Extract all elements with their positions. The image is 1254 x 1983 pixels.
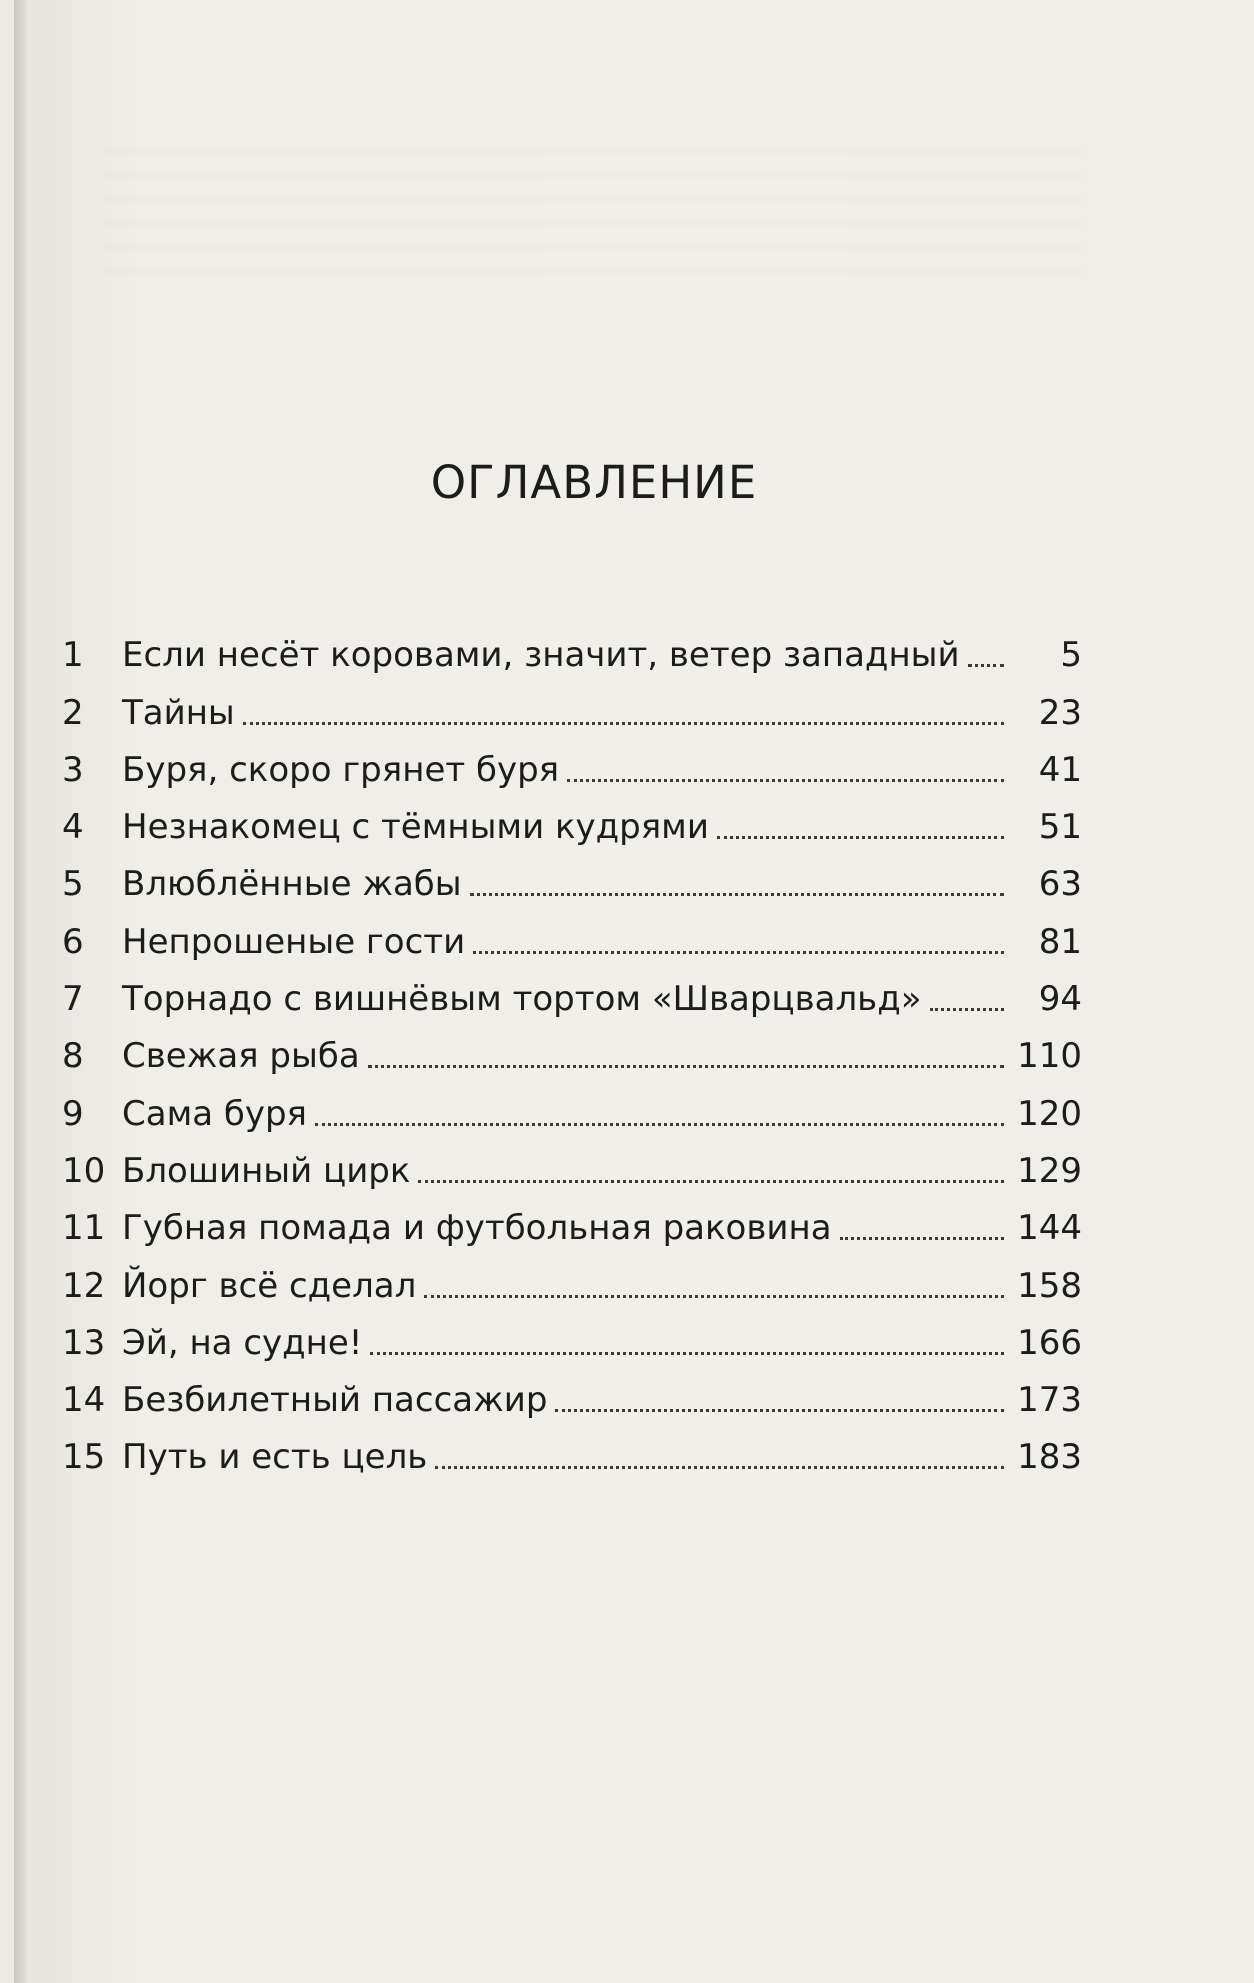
toc-entry xyxy=(62,1420,1082,1477)
chapter-title: Сама буря xyxy=(122,1093,307,1134)
dot-leader xyxy=(418,1179,1004,1183)
chapter-number: 2 xyxy=(62,692,84,733)
toc-entry xyxy=(62,847,1082,904)
toc-entry xyxy=(62,1134,1082,1191)
toc-entry xyxy=(62,1306,1082,1363)
chapter-title: Эй, на судне! xyxy=(122,1322,363,1363)
chapter-number: 12 xyxy=(62,1265,106,1306)
dot-leader xyxy=(930,1007,1004,1011)
dot-leader xyxy=(435,1465,1004,1469)
page-number: 94 xyxy=(1038,979,1082,1020)
chapter-title: Безбилетный пассажир xyxy=(122,1380,548,1421)
chapter-number: 6 xyxy=(62,921,84,962)
toc-entry xyxy=(62,1248,1082,1305)
chapter-title: Буря, скоро грянет буря xyxy=(122,749,560,790)
chapter-title: Тайны xyxy=(122,692,235,733)
chapter-title: Путь и есть цель xyxy=(122,1437,428,1478)
page-number: 166 xyxy=(1017,1322,1082,1363)
dot-leader xyxy=(315,1122,1004,1126)
chapter-number: 3 xyxy=(62,749,84,790)
dot-leader xyxy=(473,950,1004,954)
show-through-text xyxy=(104,150,1084,280)
chapter-number: 10 xyxy=(62,1150,106,1191)
chapter-number: 7 xyxy=(62,979,84,1020)
chapter-number: 4 xyxy=(62,807,84,848)
toc-entry xyxy=(62,675,1082,732)
page-number: 81 xyxy=(1038,921,1082,962)
chapter-title: Влюблённые жабы xyxy=(122,864,462,905)
chapter-title: Непрошеные гости xyxy=(122,921,466,962)
page-number: 183 xyxy=(1017,1437,1082,1478)
chapter-number: 15 xyxy=(62,1437,106,1478)
table-of-contents xyxy=(62,618,1082,1477)
toc-entry xyxy=(62,962,1082,1019)
chapter-title: Блошиный цирк xyxy=(122,1150,411,1191)
page-number: 173 xyxy=(1017,1380,1082,1421)
chapter-number: 8 xyxy=(62,1036,84,1077)
chapter-title: Незнакомец с тёмными кудрями xyxy=(122,807,709,848)
dot-leader xyxy=(840,1236,1004,1240)
toc-entry xyxy=(62,733,1082,790)
chapter-title: Если несёт коровами, значит, ветер западный xyxy=(122,635,960,676)
toc-entry xyxy=(62,1019,1082,1076)
page-number: 23 xyxy=(1038,692,1082,733)
page-number: 110 xyxy=(1017,1036,1082,1077)
toc-entry xyxy=(62,790,1082,847)
chapter-number: 9 xyxy=(62,1093,84,1134)
chapter-number: 14 xyxy=(62,1380,106,1421)
page-number: 129 xyxy=(1017,1150,1082,1191)
dot-leader xyxy=(470,892,1004,896)
toc-entry xyxy=(62,904,1082,961)
dot-leader xyxy=(717,835,1004,839)
chapter-title: Губная помада и футбольная раковина xyxy=(122,1208,832,1249)
page-number: 5 xyxy=(1060,635,1082,676)
page-number: 144 xyxy=(1017,1208,1082,1249)
chapter-title: Йорг всё сделал xyxy=(122,1265,417,1306)
dot-leader xyxy=(424,1294,1004,1298)
dot-leader xyxy=(370,1351,1004,1355)
page-number: 120 xyxy=(1017,1093,1082,1134)
chapter-number: 1 xyxy=(62,635,84,676)
chapter-title: Свежая рыба xyxy=(122,1036,360,1077)
dot-leader xyxy=(567,778,1004,782)
chapter-number: 11 xyxy=(62,1208,106,1249)
page-number: 51 xyxy=(1038,807,1082,848)
toc-entry xyxy=(62,1363,1082,1420)
page-number: 41 xyxy=(1038,749,1082,790)
toc-entry xyxy=(62,618,1082,675)
toc-title: ОГЛАВЛЕНИЕ xyxy=(430,456,758,509)
chapter-title: Торнадо с вишнёвым тортом «Шварцвальд» xyxy=(122,979,922,1020)
page-spine-shadow xyxy=(14,0,30,1983)
page-number: 158 xyxy=(1017,1265,1082,1306)
chapter-number: 5 xyxy=(62,864,84,905)
dot-leader xyxy=(555,1408,1004,1412)
book-page xyxy=(14,0,1254,1983)
toc-entry xyxy=(62,1191,1082,1248)
page-number: 63 xyxy=(1038,864,1082,905)
dot-leader xyxy=(968,663,1004,667)
toc-entry xyxy=(62,1076,1082,1133)
dot-leader xyxy=(368,1064,1004,1068)
dot-leader xyxy=(243,721,1004,725)
chapter-number: 13 xyxy=(62,1322,106,1363)
